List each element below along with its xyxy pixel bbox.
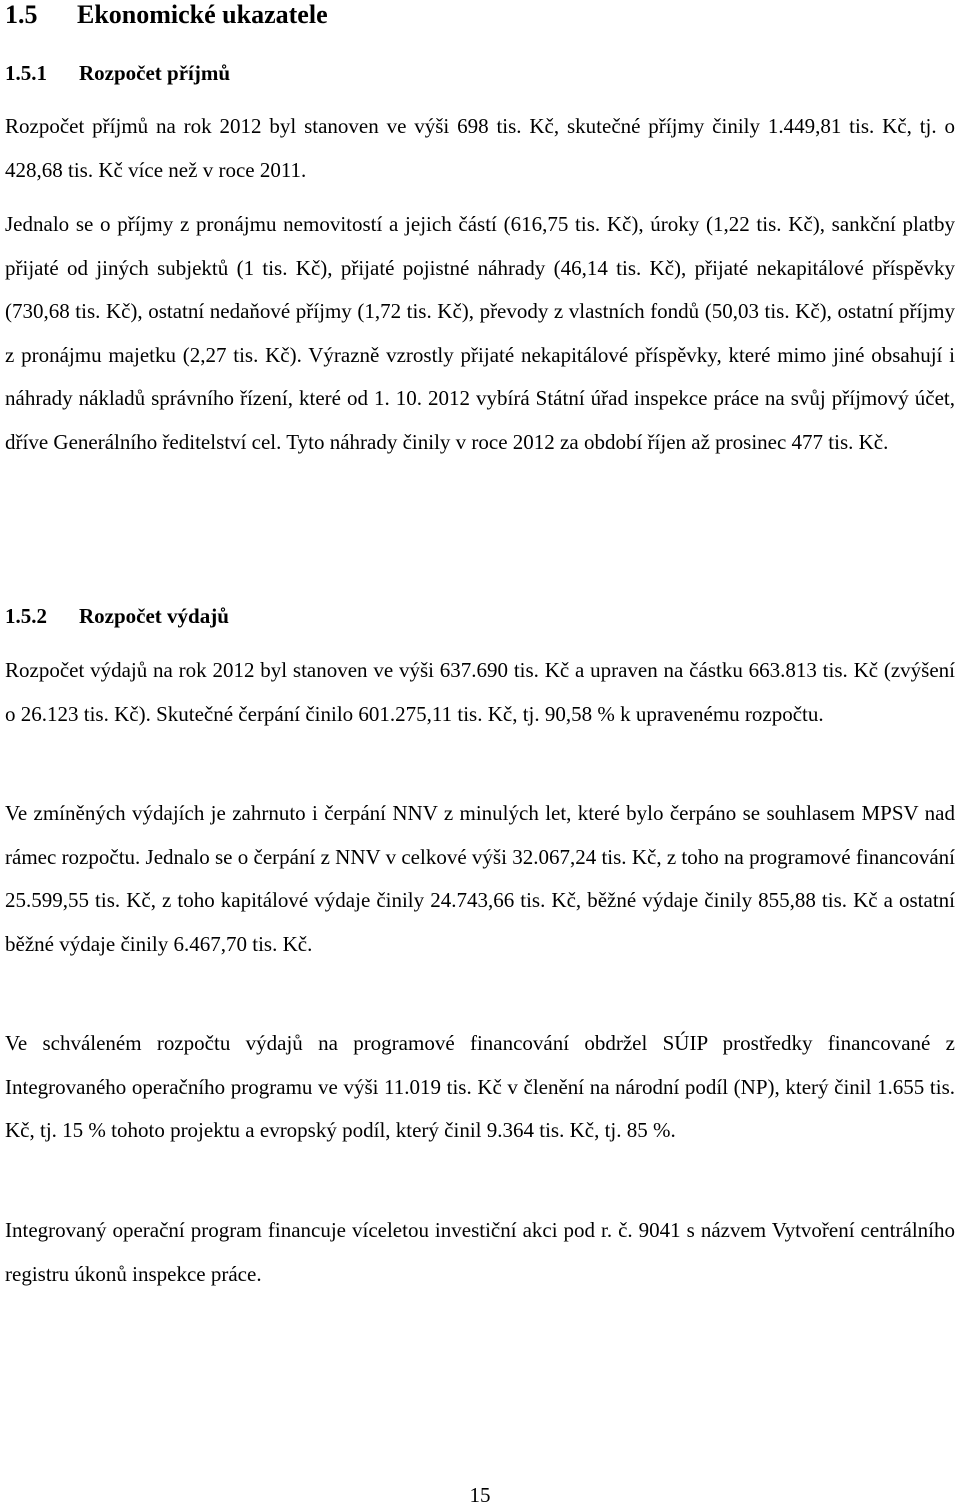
subsection-heading-income <box>5 60 230 86</box>
expenses-paragraph-3: Ve schváleném rozpočtu výdajů na programové financování obdržel SÚIP prostředky financované z Integrovaného operačního programu ve výši 11.019 tis. Kč v členění na národní podíl (NP), který činil 1.655 tis. Kč, tj. 15 % tohoto projektu a evropský podíl, který činil 9.364 tis. Kč, tj. 85 %. <box>5 1031 955 1142</box>
section-heading <box>5 0 328 30</box>
expenses-paragraph-2: Ve zmíněných výdajích je zahrnuto i čerpání NNV z minulých let, které bylo čerpáno se souhlasem MPSV nad rámec rozpočtu. Jednalo se o čerpání z NNV v celkové výši 32.067,24 tis. Kč, z toho na programové financování 25.599,55 tis. Kč, z toho kapitálové výdaje činily 24.743,66 tis. Kč, běžné výdaje činily 855,88 tis. Kč a ostatní běžné výdaje činily 6.467,70 tis. Kč. <box>5 801 955 956</box>
subsection-title-expenses: Rozpočet výdajů <box>79 604 229 628</box>
expenses-paragraph-4: Integrovaný operační program financuje víceletou investiční akci pod r. č. 9041 s názvem Vytvoření centrálního registru úkonů inspekce práce. <box>5 1218 955 1286</box>
section-title: Ekonomické ukazatele <box>77 0 328 29</box>
subsection-heading-expenses <box>5 603 229 629</box>
expenses-paragraph-1: Rozpočet výdajů na rok 2012 byl stanoven ve výši 637.690 tis. Kč a upraven na částku 663.813 tis. Kč (zvýšení o 26.123 tis. Kč). Skutečné čerpání činilo 601.275,11 tis. Kč, tj. 90,58 % k upravenému rozpočtu. <box>5 658 955 726</box>
income-paragraph-2: Jednalo se o příjmy z pronájmu nemovitostí a jejich částí (616,75 tis. Kč), úroky (1,22 tis. Kč), sankční platby přijaté od jiných subjektů (1 tis. Kč), přijaté pojistné náhrady (46,14 tis. Kč), přijaté nekapitálové příspěvky (730,68 tis. Kč), ostatní nedaňové příjmy (1,72 tis. Kč), převody z vlastních fondů (50,03 tis. Kč), ostatní příjmy z pronájmu majetku (2,27 tis. Kč). Výrazně vzrostly přijaté nekapitálové příspěvky, které mimo jiné obsahují i náhrady nákladů správního řízení, které od 1. 10. 2012 vybírá Státní úřad inspekce práce na svůj příjmový účet, dříve Generálního ředitelství cel. Tyto náhrady činily v roce 2012 za období říjen až prosinec 477 tis. Kč. <box>5 212 955 454</box>
subsection-number-income: 1.5.1 <box>5 61 47 85</box>
subsection-title-income: Rozpočet příjmů <box>79 61 231 85</box>
subsection-number-expenses: 1.5.2 <box>5 604 47 628</box>
income-paragraph-1: Rozpočet příjmů na rok 2012 byl stanoven ve výši 698 tis. Kč, skutečné příjmy činily 1.449,81 tis. Kč, tj. o 428,68 tis. Kč více než v roce 2011. <box>5 114 955 182</box>
section-number: 1.5 <box>5 0 38 29</box>
page-number: 15 <box>469 1483 491 1507</box>
